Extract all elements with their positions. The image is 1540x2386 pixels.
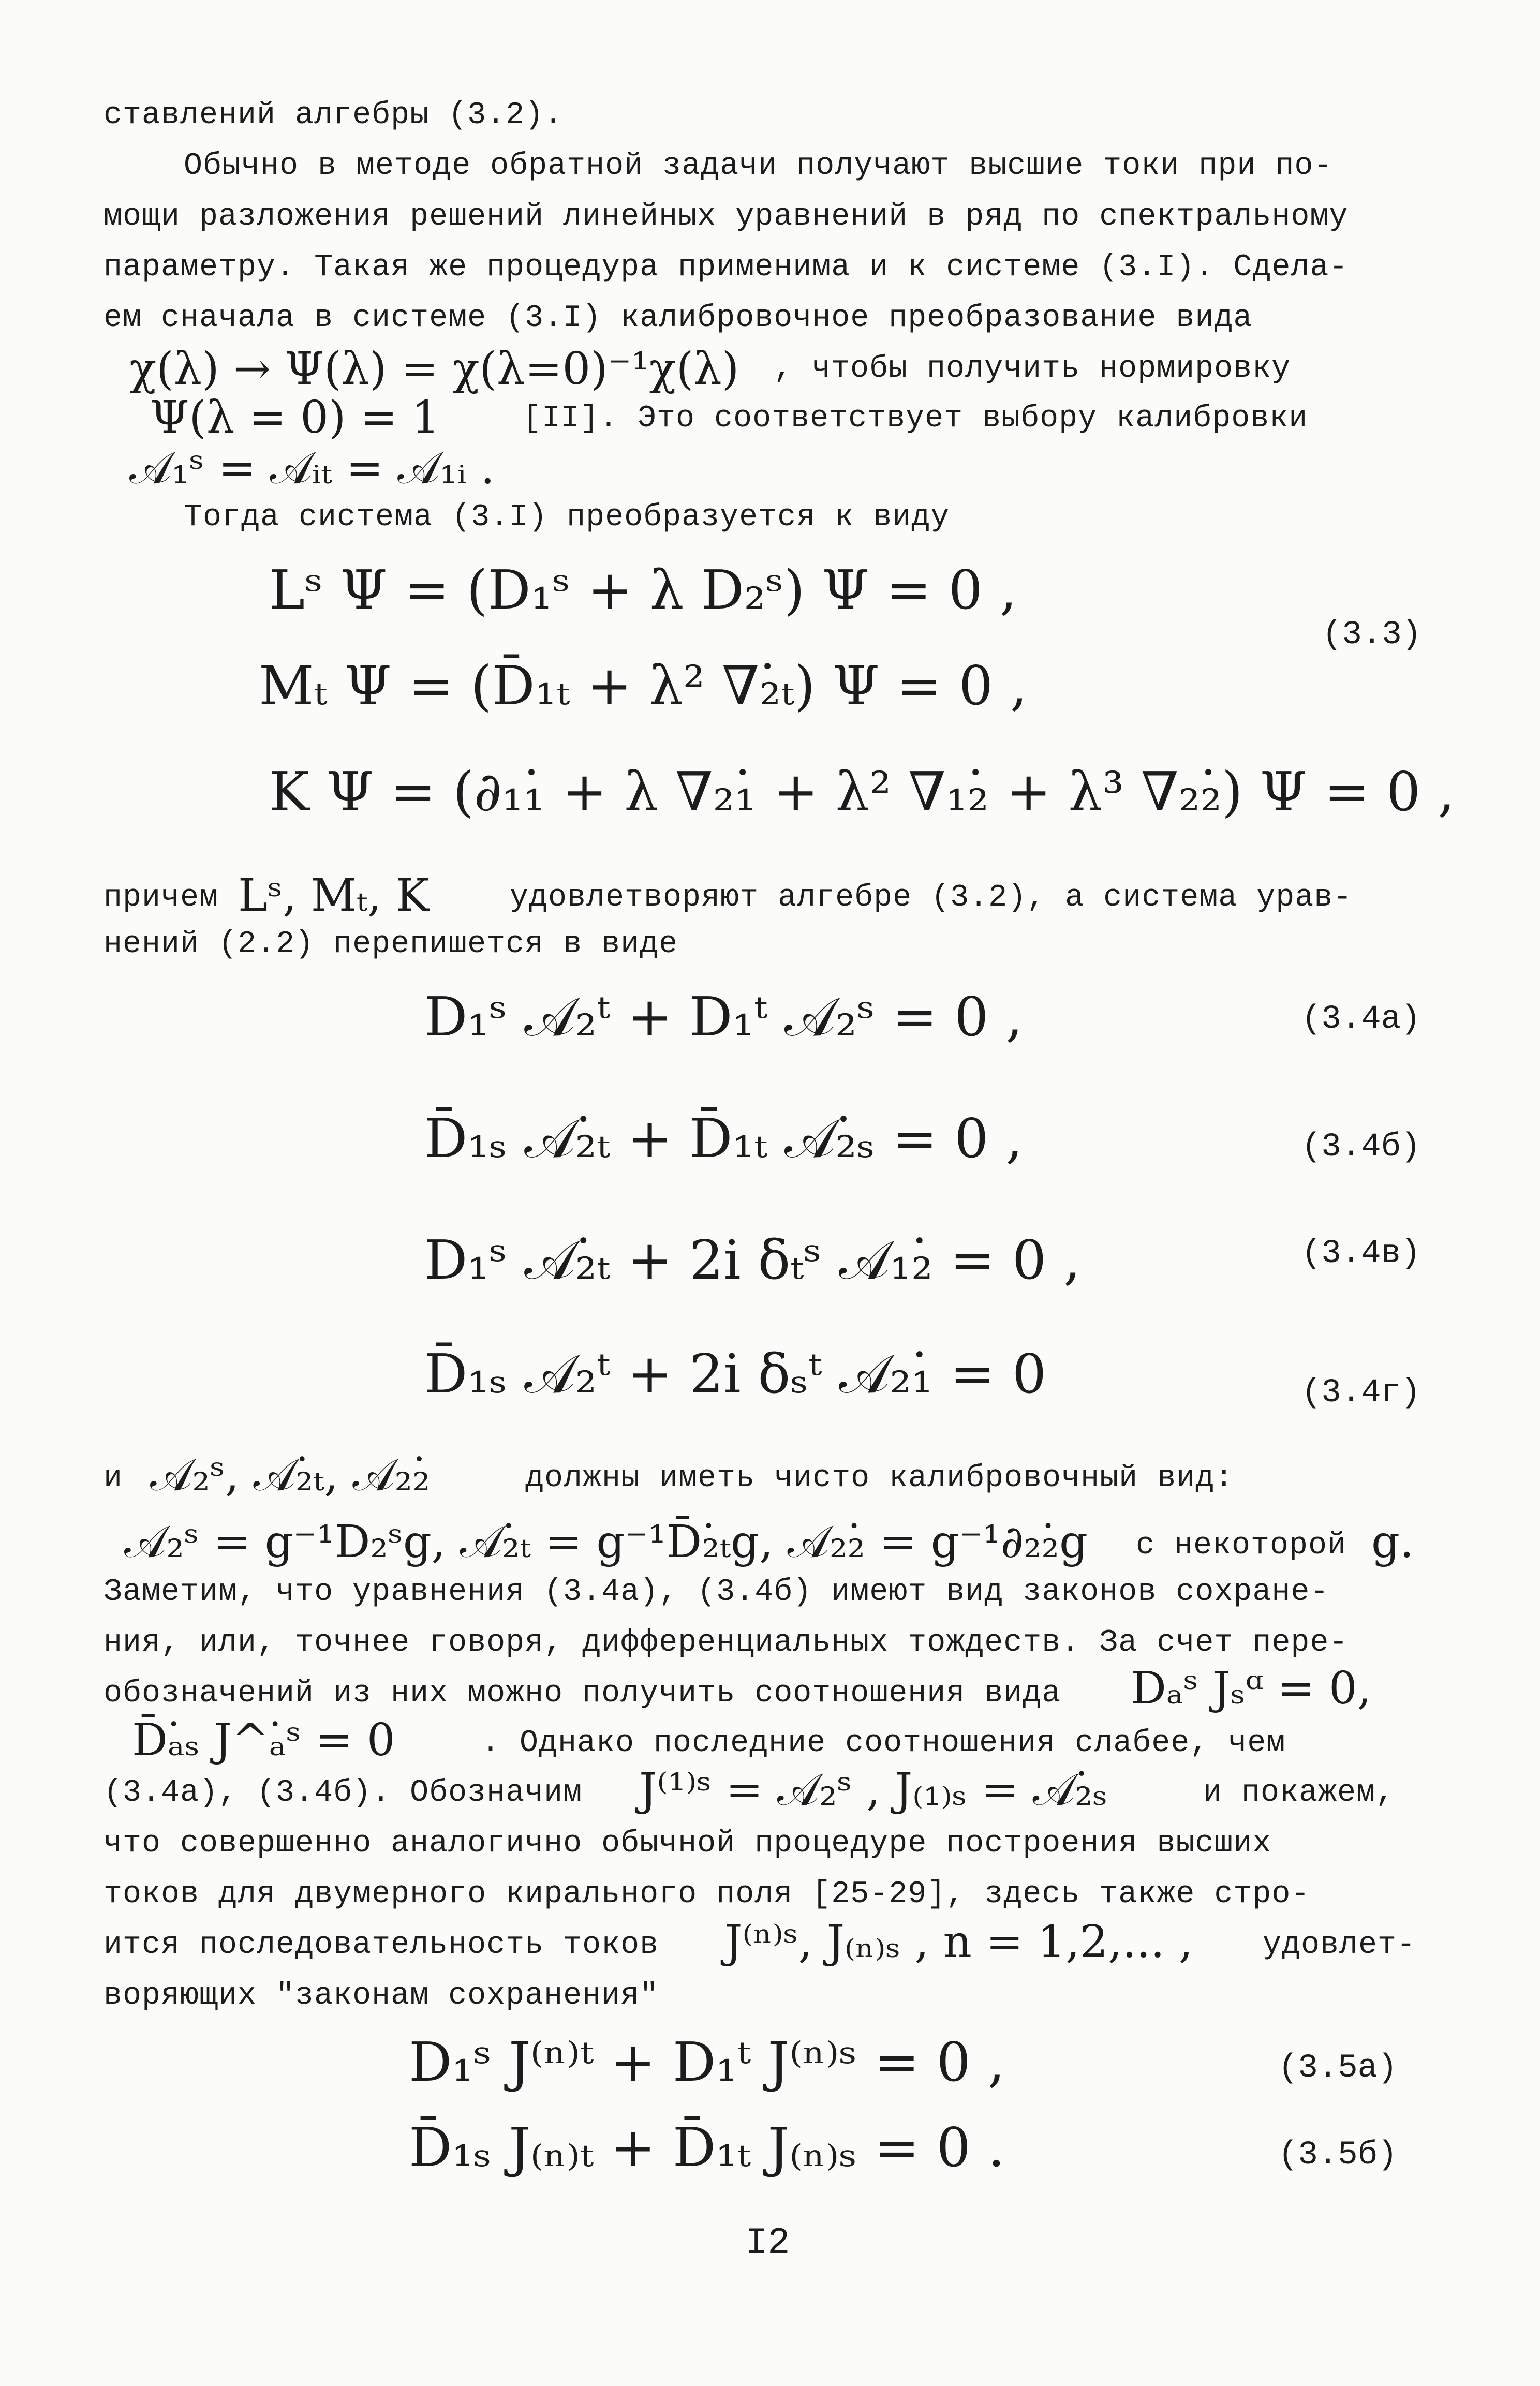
inline-formula: g.: [1371, 1516, 1414, 1568]
equation-3-3-line-1: Lˢ Ψ = (D₁ˢ + λ D₂ˢ) Ψ = 0 ,: [269, 558, 1017, 621]
equation-number: (3.4г): [1301, 1374, 1421, 1412]
equation-3-5a: D₁ˢ J⁽ⁿ⁾ᵗ + D₁ᵗ J⁽ⁿ⁾ˢ = 0 ,: [409, 2031, 1005, 2094]
equation-number: (3.4в): [1301, 1235, 1421, 1272]
text-line: обозначений из них можно получить соотношения вида: [103, 1676, 1061, 1711]
text-line: должны иметь чисто калибровочный вид:: [525, 1461, 1234, 1496]
equation-3-5b: D̄₁ₛ J₍ₙ₎ₜ + D̄₁ₜ J₍ₙ₎ₛ = 0 .: [409, 2116, 1005, 2179]
text-line: . Однако последние соотношения слабее, чем: [481, 1726, 1286, 1761]
text-line: токов для двумерного кирального поля [25-29], здесь также стро-: [103, 1877, 1310, 1912]
text-line: мощи разложения решений линейных уравнений в ряд по спектральному: [103, 199, 1349, 234]
text-line: Тогда система (3.I) преобразуется к виду: [184, 500, 950, 535]
equation-3-4a: D₁ˢ 𝒜₂ᵗ + D₁ᵗ 𝒜₂ˢ = 0 ,: [424, 985, 1023, 1048]
inline-formula: Lˢ, Mₜ, K: [238, 870, 429, 922]
inline-formula: D̄ₐ̇ₛ J^ₐ̇ˢ = 0: [132, 1714, 395, 1766]
text-line: воряющих "законам сохранения": [103, 1978, 659, 2013]
text-line: ем сначала в системе (3.I) калибровочное преобразование вида: [103, 301, 1253, 336]
inline-formula: 𝒜₂ˢ, 𝒜₂̇ₜ, 𝒜₂₂̇: [150, 1449, 431, 1501]
text-line: , чтобы получить нормировку: [774, 351, 1291, 387]
text-line: ставлений алгебры (3.2).: [103, 98, 564, 133]
equation-3-4c: D₁ˢ 𝒜₂̇ₜ + 2i δₜˢ 𝒜₁₂̇ = 0 ,: [424, 1228, 1081, 1292]
inline-formula: Ψ(λ = 0) = 1: [150, 392, 440, 443]
text-line: Обычно в методе обратной задачи получают высшие токи при по-: [184, 149, 1333, 184]
text-line: ится последовательность токов: [103, 1928, 659, 1963]
text-line: (3.4а), (3.4б). Обозначим: [103, 1775, 583, 1811]
equation-3-3-line-2: Mₜ Ψ = (D̄₁ₜ + λ² ∇₂̇ₜ) Ψ = 0 ,: [259, 654, 1028, 717]
text-line: ния, или, точнее говоря, дифференциальных тождеств. За счет пере-: [103, 1625, 1349, 1661]
inline-formula: χ(λ) → Ψ(λ) = χ(λ=0)⁻¹χ(λ): [129, 343, 739, 395]
text-line: с некоторой: [1136, 1528, 1347, 1563]
text-line: что совершенно аналогично обычной процедуре построения высших: [103, 1826, 1272, 1861]
inline-formula: J⁽ⁿ⁾ˢ, J₍ₙ₎ₛ , n = 1,2,... ,: [724, 1916, 1193, 1968]
text-line: параметру. Такая же процедура применима и к системе (3.I). Сдела-: [103, 250, 1349, 285]
equation-number: (3.4б): [1301, 1129, 1421, 1166]
equation-number: (3.5б): [1278, 2137, 1398, 2174]
text-line: Заметим, что уравнения (3.4а), (3.4б) имеют вид законов сохране-: [103, 1575, 1329, 1610]
text-line: удовлет-: [1263, 1928, 1416, 1963]
inline-formula: Dₐˢ Jₛᵅ = 0,: [1131, 1663, 1372, 1714]
equation-number: (3.5а): [1278, 2050, 1398, 2087]
page-number: I2: [745, 2222, 790, 2264]
equation-number: (3.4а): [1301, 1001, 1421, 1038]
inline-formula: 𝒜₁ˢ = 𝒜ᵢₜ = 𝒜₁ᵢ .: [129, 442, 495, 494]
text-line: и: [103, 1461, 123, 1496]
equation-3-3-line-3: K Ψ = (∂₁₁̇ + λ ∇₂₁̇ + λ² ∇₁₂̇ + λ³ ∇₂₂̇) Ψ = 0 ,: [269, 760, 1455, 823]
text-line: и покажем,: [1203, 1775, 1395, 1811]
text-line: [II]. Это соответствует выбору калибровки: [523, 401, 1308, 436]
equation-3-4d: D̄₁ₛ 𝒜₂ᵗ + 2i δₛᵗ 𝒜₂₁̇ = 0: [424, 1342, 1047, 1405]
inline-formula: 𝒜₂ˢ = g⁻¹D₂ˢg, 𝒜₂̇ₜ = g⁻¹D̄₂̇ₜg, 𝒜₂₂̇ = g⁻¹∂₂₂̇g: [124, 1516, 1088, 1568]
inline-formula: J⁽¹⁾ˢ = 𝒜₂ˢ , J₍₁₎ₛ = 𝒜₂̇ₛ: [639, 1764, 1108, 1816]
text-line: причем: [103, 880, 219, 915]
equation-number: (3.3): [1322, 616, 1422, 654]
text-line: нений (2.2) перепишется в виде: [103, 927, 678, 962]
text-line: удовлетворяют алгебре (3.2), а система урав-: [510, 880, 1353, 915]
equation-3-4b: D̄₁ₛ 𝒜₂̇ₜ + D̄₁ₜ 𝒜₂̇ₛ = 0 ,: [424, 1107, 1023, 1170]
